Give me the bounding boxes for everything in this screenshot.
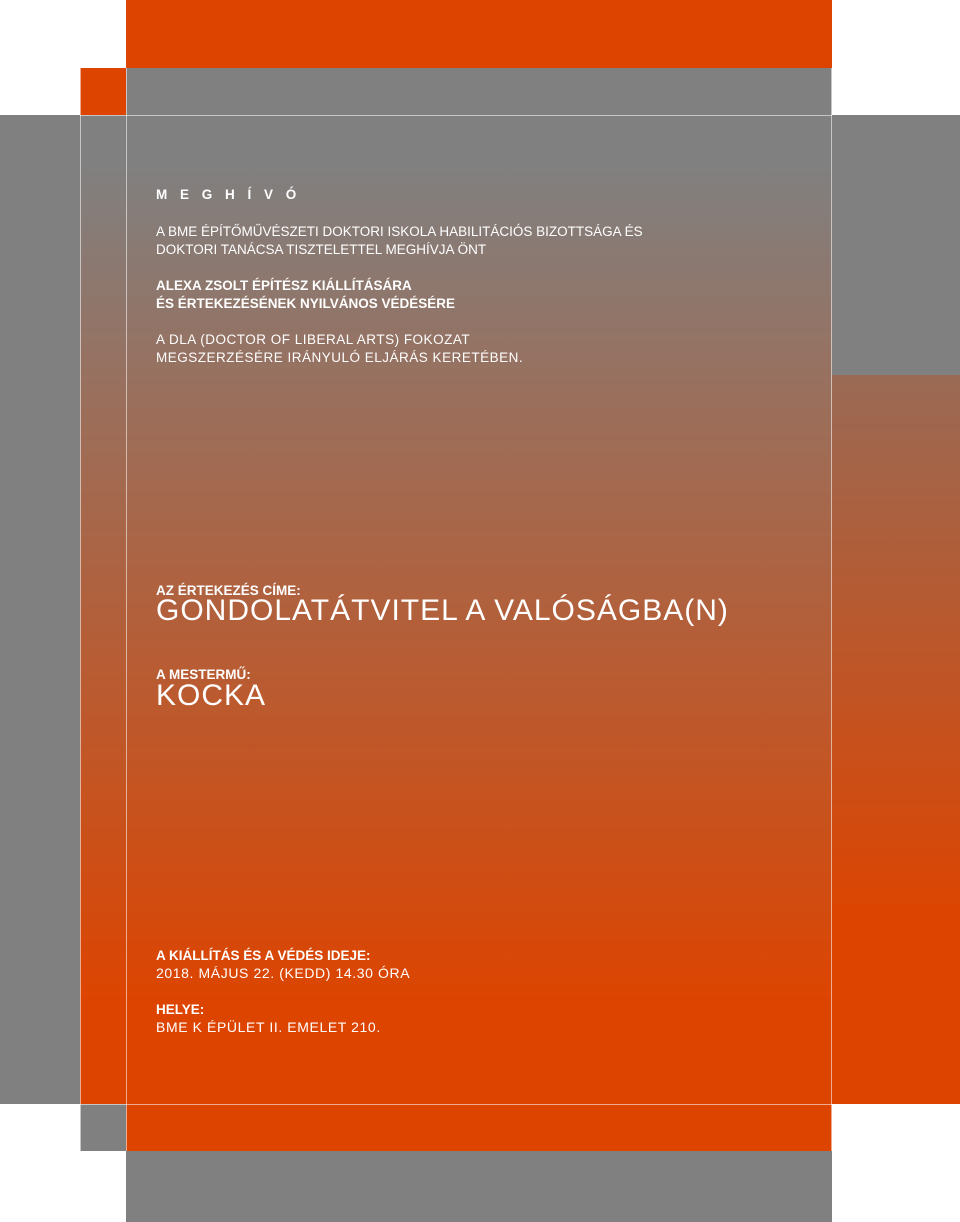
bottom-orange-band: [126, 1104, 832, 1151]
subject-line-2: ÉS ÉRTEKEZÉSÉNEK NYILVÁNOS VÉDÉSÉRE: [156, 296, 456, 311]
left-gray-strip: [0, 115, 80, 1104]
frame-line-bottom: [80, 1104, 832, 1105]
masterwork-title: KOCKA: [156, 679, 267, 712]
frame-line-left-outer: [80, 68, 81, 1151]
bottom-gray-band: [126, 1151, 832, 1222]
subject-line-1: ALEXA ZSOLT ÉPÍTÉSZ KIÁLLÍTÁSÁRA: [156, 278, 412, 293]
invitation-heading: M E G H Í V Ó: [156, 187, 301, 202]
place-value: BME K ÉPÜLET II. EMELET 210.: [156, 1019, 381, 1035]
degree-line-2: MEGSZERZÉSÉRE IRÁNYULÓ ELJÁRÁS KERETÉBEN.: [156, 350, 524, 365]
intro-line-1: A BME ÉPÍTŐMŰVÉSZETI DOKTORI ISKOLA HABILITÁCIÓS BIZOTTSÁGA ÉS: [156, 224, 643, 239]
bottom-left-gray-square: [80, 1104, 126, 1151]
frame-line-left: [126, 68, 127, 1151]
place-label: HELYE:: [156, 1002, 205, 1017]
top-gray-band: [126, 68, 832, 115]
time-label: A KIÁLLÍTÁS ÉS A VÉDÉS IDEJE:: [156, 948, 371, 963]
left-gradient-column: [80, 115, 126, 1104]
thesis-title: GONDOLATÁTVITEL A VALÓSÁGBA(N): [156, 594, 729, 627]
intro-line-2: DOKTORI TANÁCSA TISZTELETTEL MEGHÍVJA ÖNT: [156, 242, 487, 257]
right-gray-strip: [832, 115, 960, 375]
time-value: 2018. MÁJUS 22. (KEDD) 14.30 ÓRA: [156, 965, 411, 981]
top-orange-band: [126, 0, 832, 68]
frame-line-top: [80, 115, 832, 116]
frame-line-right: [831, 68, 832, 1151]
top-left-orange-square: [80, 68, 126, 115]
right-gradient-strip: [832, 375, 960, 1104]
masterwork-label: A MESTERMŰ:: [156, 667, 251, 682]
degree-line-1: A DLA (DOCTOR OF LIBERAL ARTS) FOKOZAT: [156, 332, 471, 347]
thesis-label: AZ ÉRTEKEZÉS CÍME:: [156, 583, 301, 598]
